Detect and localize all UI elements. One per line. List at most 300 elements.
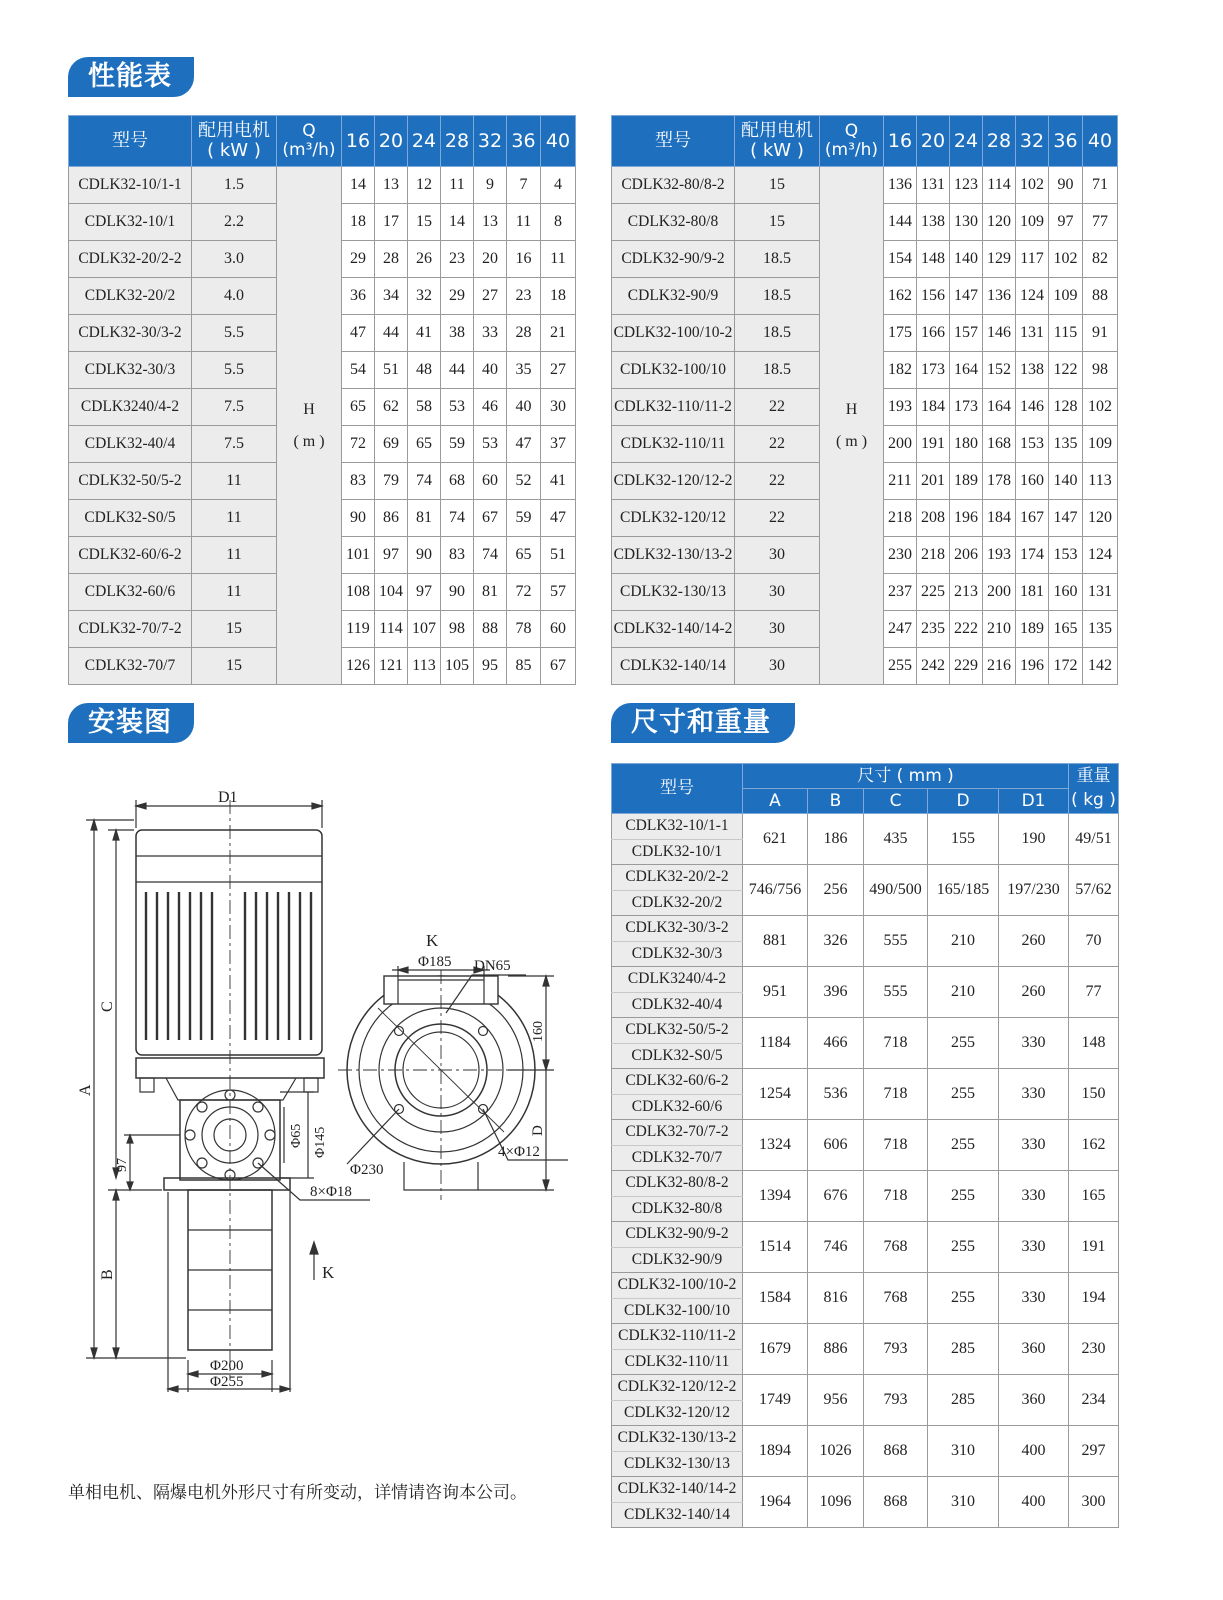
cell-model: CDLK32-130/13-2 (612, 1426, 743, 1452)
cell-head-value: 119 (342, 611, 375, 648)
cell-head-value: 237 (884, 574, 917, 611)
cell-dimension-value: 300 (1069, 1477, 1119, 1528)
cell-head-value: 57 (541, 574, 576, 611)
header-flow-line1: Q (302, 121, 316, 142)
cell-model: CDLK32-130/13 (612, 574, 735, 611)
cell-head-value: 65 (408, 426, 441, 463)
cell-model: CDLK32-50/5-2 (69, 463, 192, 500)
dim-header-col: B (808, 789, 864, 814)
cell-head-value: 86 (375, 500, 408, 537)
cell-head-value: 144 (884, 204, 917, 241)
cell-model: CDLK32-70/7-2 (612, 1120, 743, 1146)
cell-head-value: 27 (474, 278, 507, 315)
cell-head-value: 218 (884, 500, 917, 537)
cell-head-value: 208 (917, 500, 950, 537)
cell-head-value: 13 (375, 167, 408, 204)
cell-head-value: 15 (408, 204, 441, 241)
cell-head-value: 184 (917, 389, 950, 426)
label-dn65: DN65 (474, 958, 511, 974)
cell-head-value: 102 (1083, 389, 1118, 426)
cell-head-value: 72 (342, 426, 375, 463)
cell-motor-kw: 3.0 (192, 241, 277, 278)
cell-head-value: 200 (884, 426, 917, 463)
cell-head-value: 124 (1016, 278, 1049, 315)
cell-head-value: 74 (408, 463, 441, 500)
cell-head-value: 189 (950, 463, 983, 500)
cell-head-value: 32 (408, 278, 441, 315)
cell-head-value: 206 (950, 537, 983, 574)
table-header-row (612, 116, 1118, 167)
cell-dimension-value: 186 (808, 814, 864, 865)
label-k-arrow: K (322, 1263, 335, 1282)
cell-dimension-value: 1184 (743, 1018, 808, 1069)
header-flow-value: 28 (983, 116, 1016, 167)
cell-head-value: 102 (1049, 241, 1083, 278)
cell-head-value: 28 (507, 315, 541, 352)
cell-model: CDLK32-140/14 (612, 648, 735, 685)
cell-head-value: 210 (983, 611, 1016, 648)
head-unit-h: H (845, 400, 858, 418)
table-row (612, 865, 1119, 891)
cell-head-unit (820, 167, 884, 685)
cell-model: CDLK32-60/6 (69, 574, 192, 611)
header-flow-line2: (m³/h) (824, 140, 879, 160)
cell-head-value: 14 (342, 167, 375, 204)
cell-dimension-value: 330 (999, 1069, 1069, 1120)
dim-header-weight-unit: ( kg ) (1069, 789, 1119, 814)
table-row (612, 1273, 1119, 1299)
cell-model: CDLK32-110/11 (612, 426, 735, 463)
cell-model: CDLK32-130/13-2 (612, 537, 735, 574)
cell-head-value: 17 (375, 204, 408, 241)
cell-model: CDLK3240/4-2 (69, 389, 192, 426)
cell-head-value: 53 (441, 389, 474, 426)
cell-model: CDLK32-60/6-2 (69, 537, 192, 574)
cell-head-value: 27 (541, 352, 576, 389)
cell-head-value: 165 (1049, 611, 1083, 648)
cell-head-value: 62 (375, 389, 408, 426)
cell-head-value: 81 (408, 500, 441, 537)
cell-head-value: 4 (541, 167, 576, 204)
cell-model: CDLK32-90/9-2 (612, 1222, 743, 1248)
cell-head-value: 175 (884, 315, 917, 352)
cell-dimension-value: 191 (1069, 1222, 1119, 1273)
cell-dimension-value: 194 (1069, 1273, 1119, 1324)
label-b: B (99, 1269, 116, 1280)
cell-head-value: 34 (375, 278, 408, 315)
table-row (612, 1426, 1119, 1452)
cell-head-value: 11 (541, 241, 576, 278)
cell-head-value: 90 (441, 574, 474, 611)
cell-motor-kw: 4.0 (192, 278, 277, 315)
cell-motor-kw: 30 (735, 648, 820, 685)
cell-dimension-value: 746 (808, 1222, 864, 1273)
cell-dimension-value: 718 (864, 1120, 928, 1171)
cell-dimension-value: 330 (999, 1273, 1069, 1324)
cell-head-value: 193 (983, 537, 1016, 574)
cell-model: CDLK32-120/12-2 (612, 463, 735, 500)
cell-motor-kw: 5.5 (192, 352, 277, 389)
cell-motor-kw: 11 (192, 574, 277, 611)
cell-model: CDLK32-80/8 (612, 1196, 743, 1222)
cell-head-value: 47 (342, 315, 375, 352)
cell-motor-kw: 22 (735, 426, 820, 463)
cell-head-value: 40 (507, 389, 541, 426)
dim-header-weight: 重量 (1069, 764, 1119, 789)
cell-head-value: 191 (917, 426, 950, 463)
cell-model: CDLK32-10/1-1 (69, 167, 192, 204)
cell-head-value: 11 (441, 167, 474, 204)
cell-dimension-value: 768 (864, 1222, 928, 1273)
cell-model: CDLK32-140/14-2 (612, 1477, 743, 1503)
cell-dimension-value: 435 (864, 814, 928, 865)
cell-head-value: 65 (507, 537, 541, 574)
cell-motor-kw: 15 (192, 611, 277, 648)
cell-head-value: 131 (1083, 574, 1118, 611)
cell-head-value: 117 (1016, 241, 1049, 278)
cell-head-value: 146 (983, 315, 1016, 352)
cell-model: CDLK32-20/2 (612, 890, 743, 916)
dim-header-col: A (743, 789, 808, 814)
cell-motor-kw: 18.5 (735, 352, 820, 389)
cell-motor-kw: 30 (735, 611, 820, 648)
dim-header-size: 尺寸 ( mm ) (743, 764, 1069, 789)
cell-model: CDLK32-70/7 (612, 1145, 743, 1171)
dim-header-col: D1 (999, 789, 1069, 814)
cell-head-value: 160 (1049, 574, 1083, 611)
cell-head-value: 18 (541, 278, 576, 315)
cell-head-value: 44 (375, 315, 408, 352)
cell-model: CDLK32-100/10-2 (612, 315, 735, 352)
cell-head-value: 102 (1016, 167, 1049, 204)
cell-dimension-value: 330 (999, 1171, 1069, 1222)
cell-head-value: 164 (950, 352, 983, 389)
header-flow-line1: Q (844, 121, 859, 142)
table-row (612, 814, 1119, 840)
header-flow-value: 36 (1049, 116, 1083, 167)
cell-head-value: 160 (1016, 463, 1049, 500)
cell-dimension-value: 555 (864, 916, 928, 967)
cell-head-value: 136 (884, 167, 917, 204)
cell-motor-kw: 11 (192, 537, 277, 574)
cell-dimension-value: 255 (928, 1171, 999, 1222)
cell-head-value: 91 (1083, 315, 1118, 352)
cell-model: CDLK32-60/6-2 (612, 1069, 743, 1095)
cell-model: CDLK32-140/14-2 (612, 611, 735, 648)
cell-dimension-value: 155 (928, 814, 999, 865)
cell-head-value: 147 (1049, 500, 1083, 537)
header-flow (820, 116, 884, 167)
cell-head-value: 113 (408, 648, 441, 685)
head-unit-h: H (303, 400, 315, 418)
cell-head-value: 60 (474, 463, 507, 500)
header-motor (735, 116, 820, 167)
cell-head-value: 153 (1016, 426, 1049, 463)
cell-head-value: 109 (1083, 426, 1118, 463)
cell-model: CDLK32-70/7-2 (69, 611, 192, 648)
cell-head-value: 242 (917, 648, 950, 685)
cell-head-value: 113 (1083, 463, 1118, 500)
label-phi230: Φ230 (350, 1162, 384, 1178)
cell-head-value: 11 (507, 204, 541, 241)
cell-head-value: 58 (408, 389, 441, 426)
cell-head-value: 225 (917, 574, 950, 611)
cell-dimension-value: 360 (999, 1324, 1069, 1375)
cell-dimension-value: 400 (999, 1477, 1069, 1528)
motor-fins (146, 892, 311, 1040)
cell-head-value: 48 (408, 352, 441, 389)
cell-head-value: 14 (441, 204, 474, 241)
cell-dimension-value: 285 (928, 1324, 999, 1375)
cell-dimension-value: 718 (864, 1018, 928, 1069)
cell-dimension-value: 326 (808, 916, 864, 967)
cell-dimension-value: 1894 (743, 1426, 808, 1477)
cell-motor-kw: 5.5 (192, 315, 277, 352)
header-flow-value: 16 (884, 116, 917, 167)
cell-head-value: 30 (541, 389, 576, 426)
cell-head-value: 247 (884, 611, 917, 648)
cell-head-value: 98 (1083, 352, 1118, 389)
cell-model: CDLK32-90/9-2 (612, 241, 735, 278)
cell-head-value: 20 (474, 241, 507, 278)
cell-dimension-value: 400 (999, 1426, 1069, 1477)
cell-head-value: 142 (1083, 648, 1118, 685)
table-row (612, 967, 1119, 993)
label-k-view: K (426, 931, 439, 950)
cell-motor-kw: 22 (735, 500, 820, 537)
cell-head-value: 216 (983, 648, 1016, 685)
cell-head-value: 35 (507, 352, 541, 389)
cell-motor-kw: 2.2 (192, 204, 277, 241)
cell-head-value: 59 (507, 500, 541, 537)
cell-model: CDLK32-10/1-1 (612, 814, 743, 840)
cell-model: CDLK32-60/6 (612, 1094, 743, 1120)
cell-dimension-value: 310 (928, 1426, 999, 1477)
cell-head-value: 114 (375, 611, 408, 648)
installation-drawing (68, 780, 628, 1430)
cell-head-value: 23 (507, 278, 541, 315)
cell-head-value: 77 (1083, 204, 1118, 241)
cell-head-value: 162 (884, 278, 917, 315)
cell-head-value: 138 (1016, 352, 1049, 389)
cell-motor-kw: 1.5 (192, 167, 277, 204)
header-flow-value: 20 (375, 116, 408, 167)
cell-head-value: 173 (950, 389, 983, 426)
cell-head-value: 147 (950, 278, 983, 315)
header-model: 型号 (69, 116, 192, 167)
cell-head-value: 33 (474, 315, 507, 352)
cell-head-value: 36 (342, 278, 375, 315)
label-d: D (530, 1125, 546, 1136)
cell-head-value: 37 (541, 426, 576, 463)
cell-head-value: 135 (1083, 611, 1118, 648)
cell-model: CDLK32-100/10 (612, 352, 735, 389)
cell-head-value: 196 (950, 500, 983, 537)
cell-model: CDLK32-50/5-2 (612, 1018, 743, 1044)
cell-head-value: 174 (1016, 537, 1049, 574)
cell-head-value: 88 (474, 611, 507, 648)
label-phi185: Φ185 (418, 954, 452, 970)
cell-head-value: 168 (983, 426, 1016, 463)
label-d1: D1 (218, 789, 238, 806)
cell-head-value: 122 (1049, 352, 1083, 389)
cell-model: CDLK32-110/11-2 (612, 1324, 743, 1350)
cell-model: CDLK32-20/2-2 (612, 865, 743, 891)
cell-dimension-value: 285 (928, 1375, 999, 1426)
cell-dimension-value: 165 (1069, 1171, 1119, 1222)
cell-dimension-value: 260 (999, 967, 1069, 1018)
cell-dimension-value: 1324 (743, 1120, 808, 1171)
cell-head-value: 128 (1049, 389, 1083, 426)
cell-head-value: 41 (408, 315, 441, 352)
cell-model: CDLK32-30/3-2 (612, 916, 743, 942)
cell-dimension-value: 1514 (743, 1222, 808, 1273)
cell-model: CDLK32-80/8 (612, 204, 735, 241)
cell-dimension-value: 255 (928, 1222, 999, 1273)
header-motor-line1: 配用电机 (741, 120, 813, 142)
cell-head-value: 193 (884, 389, 917, 426)
cell-head-value: 218 (917, 537, 950, 574)
cell-head-value: 90 (408, 537, 441, 574)
cell-head-value: 136 (983, 278, 1016, 315)
label-phi65: Φ65 (289, 1123, 304, 1148)
cell-model: CDLK32-S0/5 (612, 1043, 743, 1069)
table-row (612, 1069, 1119, 1095)
cell-dimension-value: 1584 (743, 1273, 808, 1324)
cell-model: CDLK32-120/12-2 (612, 1375, 743, 1401)
cell-dimension-value: 1026 (808, 1426, 864, 1477)
cell-head-value: 131 (917, 167, 950, 204)
cell-head-value: 130 (950, 204, 983, 241)
header-flow-value: 40 (541, 116, 576, 167)
cell-head-value: 213 (950, 574, 983, 611)
cell-dimension-value: 793 (864, 1375, 928, 1426)
cell-head-value: 26 (408, 241, 441, 278)
header-model: 型号 (612, 116, 735, 167)
table-header-row (69, 116, 576, 167)
cell-head-value: 109 (1049, 278, 1083, 315)
cell-motor-kw: 7.5 (192, 426, 277, 463)
table-row (612, 1477, 1119, 1503)
cell-head-value: 51 (541, 537, 576, 574)
header-flow-value: 32 (1016, 116, 1049, 167)
cell-dimension-value: 466 (808, 1018, 864, 1069)
cell-dimension-value: 70 (1069, 916, 1119, 967)
cell-head-value: 23 (441, 241, 474, 278)
cell-dimension-value: 1964 (743, 1477, 808, 1528)
cell-head-value: 68 (441, 463, 474, 500)
cell-head-value: 47 (507, 426, 541, 463)
label-160: 160 (531, 1021, 546, 1042)
cell-motor-kw: 7.5 (192, 389, 277, 426)
cell-head-value: 38 (441, 315, 474, 352)
motor-body (136, 830, 322, 1055)
cell-head-value: 74 (474, 537, 507, 574)
cell-head-value: 90 (1049, 167, 1083, 204)
cell-head-value: 18 (342, 204, 375, 241)
cell-head-value: 222 (950, 611, 983, 648)
cell-head-value: 157 (950, 315, 983, 352)
cell-model: CDLK32-40/4 (69, 426, 192, 463)
cell-model: CDLK32-100/10-2 (612, 1273, 743, 1299)
cell-head-value: 81 (474, 574, 507, 611)
cell-head-value: 65 (342, 389, 375, 426)
cell-head-unit (277, 167, 342, 685)
cell-dimension-value: 162 (1069, 1120, 1119, 1171)
cell-model: CDLK32-100/10 (612, 1298, 743, 1324)
cell-motor-kw: 22 (735, 389, 820, 426)
cell-motor-kw: 18.5 (735, 278, 820, 315)
cell-head-value: 78 (507, 611, 541, 648)
cell-head-value: 138 (917, 204, 950, 241)
cell-model: CDLK32-20/2-2 (69, 241, 192, 278)
cell-dimension-value: 260 (999, 916, 1069, 967)
table-row (612, 1120, 1119, 1146)
cell-head-value: 120 (1083, 500, 1118, 537)
cell-head-value: 140 (950, 241, 983, 278)
dim-header-col: D (928, 789, 999, 814)
cell-dimension-value: 77 (1069, 967, 1119, 1018)
cell-head-value: 131 (1016, 315, 1049, 352)
dim-header-col: C (864, 789, 928, 814)
cell-motor-kw: 11 (192, 500, 277, 537)
head-unit-m: ( m ) (835, 432, 868, 450)
cell-head-value: 29 (441, 278, 474, 315)
cell-dimension-value: 255 (928, 1120, 999, 1171)
cell-head-value: 211 (884, 463, 917, 500)
cell-head-value: 41 (541, 463, 576, 500)
cell-model: CDLK32-90/9 (612, 1247, 743, 1273)
cell-head-value: 67 (541, 648, 576, 685)
cell-head-value: 13 (474, 204, 507, 241)
cell-head-value: 230 (884, 537, 917, 574)
cell-head-value: 69 (375, 426, 408, 463)
cell-model: CDLK32-130/13 (612, 1451, 743, 1477)
cell-motor-kw: 22 (735, 463, 820, 500)
performance-table-left (68, 115, 576, 685)
cell-head-value: 173 (917, 352, 950, 389)
cell-dimension-value: 210 (928, 967, 999, 1018)
cell-dimension-value: 768 (864, 1273, 928, 1324)
cell-dimension-value: 868 (864, 1426, 928, 1477)
cell-head-value: 79 (375, 463, 408, 500)
cell-head-value: 51 (375, 352, 408, 389)
cell-head-value: 114 (983, 167, 1016, 204)
cell-model: CDLK32-40/4 (612, 992, 743, 1018)
cell-dimension-value: 255 (928, 1069, 999, 1120)
cell-dimension-value: 676 (808, 1171, 864, 1222)
cell-dimension-value: 148 (1069, 1018, 1119, 1069)
cell-model: CDLK32-70/7 (69, 648, 192, 685)
cell-motor-kw: 30 (735, 574, 820, 611)
cell-motor-kw: 11 (192, 463, 277, 500)
cell-head-value: 83 (441, 537, 474, 574)
cell-head-value: 40 (474, 352, 507, 389)
cell-head-value: 229 (950, 648, 983, 685)
cell-head-value: 154 (884, 241, 917, 278)
header-motor-line2: ( kW ) (750, 140, 804, 161)
cell-head-value: 85 (507, 648, 541, 685)
cell-dimension-value: 360 (999, 1375, 1069, 1426)
cell-head-value: 107 (408, 611, 441, 648)
section-title-performance: 性能表 (68, 57, 194, 97)
header-flow-value: 16 (342, 116, 375, 167)
header-flow-value: 40 (1083, 116, 1118, 167)
header-flow-line2: (m³/h) (282, 140, 336, 160)
cell-head-value: 28 (375, 241, 408, 278)
cell-dimension-value: 1679 (743, 1324, 808, 1375)
cell-head-value: 8 (541, 204, 576, 241)
